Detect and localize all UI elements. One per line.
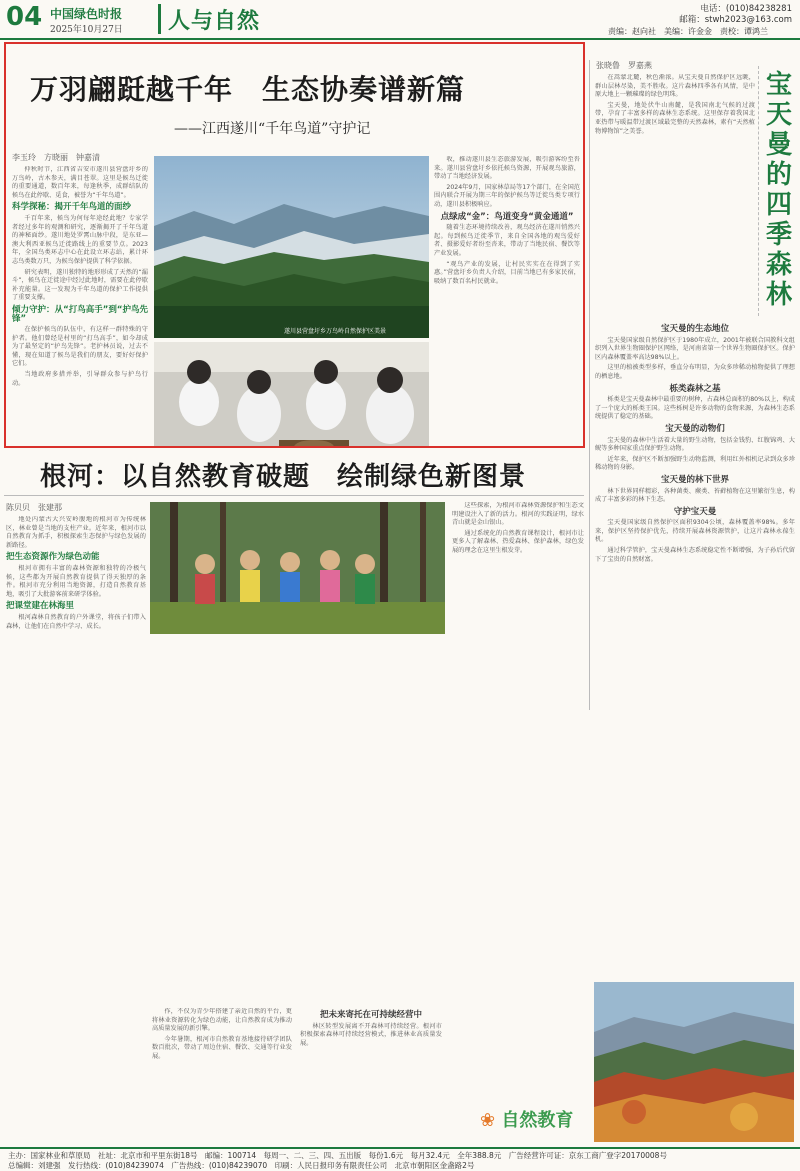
- tree-icon: ❀: [480, 1110, 496, 1131]
- nature-education-logo: [480, 1106, 573, 1132]
- page-header: [0, 0, 800, 40]
- sidebar-column-lower: [595, 322, 795, 962]
- paragraph: 收，推动遂川县生态旅游发展，吸引游客纷至沓来。遂川县营盘圩乡依托候鸟资源，开展观鸟旅游，带动了当地经济发展。: [434, 156, 580, 181]
- header-divider: [158, 4, 161, 34]
- phone: 电话：(010)84238281: [700, 4, 792, 14]
- section2-byline: 陈贝贝 张建那: [6, 503, 62, 512]
- subhead: 点绿成“金”：鸟道变身“黄金通道”: [440, 211, 574, 222]
- logo-text: 自然教育: [501, 1110, 574, 1131]
- section-name: 人与自然: [168, 8, 261, 34]
- section2-column-1: [6, 516, 146, 1141]
- lead-story: [4, 42, 585, 448]
- paragraph: 根河森林自然教育的户外课堂，将孩子们带入森林，让他们在自然中学习、成长。: [6, 613, 146, 630]
- paragraph: 在保护候鸟的队伍中，有这样一群特殊的守护者。他们曾经是村里的“打鸟高手”，如今却成为了最坚定的“护鸟先锋”。老护林员说，过去不懂，现在知道了候鸟是我们的朋友，要好好保护它们。: [12, 326, 148, 368]
- autumn-forest-photo: [594, 982, 794, 1142]
- newspaper-name: 中国绿色时报: [50, 7, 123, 21]
- paragraph: 宝天曼的森林中生活着大量的野生动物，包括金钱豹、红腹锦鸡、大鲵等多种国家重点保护野生动物。: [595, 436, 795, 453]
- paragraph: 仲秋时节，江西省吉安市遂川县营盘圩乡的万鸟岭，古木参天，满目苍翠。这里是候鸟迁徙的重要通道，数百年来，每逢秋季，成群结队的候鸟在此停歇、觅食，被誉为“千年鸟道”。: [12, 166, 148, 199]
- paragraph: 这些探索，为根河市森林资源保护和生态文明建设注入了新的活力。根河的实践证明，绿水青山就是金山银山。: [452, 502, 584, 527]
- sidebar-column: [595, 74, 755, 318]
- landscape-photo: [154, 156, 429, 338]
- page-number: 04: [6, 2, 43, 32]
- paragraph: 根河市拥有丰富的森林资源和独特的冷极气候，这些都为开展自然教育提供了得天独厚的条件。根河市充分利用当地资源，打造自然教育基地，吸引了大批游客前来研学体验。: [6, 564, 146, 598]
- subhead: 把未来寄托在可持续经营中: [319, 1010, 422, 1020]
- footer-line-1: 主办：国家林业和草原局 社址：北京市和平里东街18号 邮编：100714 每周一、二、三、四、五出版 每份1.6元 每月32.4元 全年388.8元 广告经营许可证：京东工商广登字20170008号: [8, 1151, 667, 1160]
- lead-column-1: [12, 166, 148, 444]
- column-rule: [589, 60, 590, 710]
- paragraph: 今年暑期，根河市自然教育基地接待研学团队数百批次，带动了周边住宿、餐饮、交通等行业发展。: [152, 1035, 292, 1060]
- researchers-image: [154, 342, 429, 448]
- subhead: 科学探秘：揭开千年鸟道的面纱: [12, 202, 132, 213]
- children-forest-image: [150, 502, 445, 634]
- subhead: 把课堂建在林海里: [6, 601, 75, 612]
- section2-column-4: [452, 502, 584, 1100]
- paragraph: 研究表明，遂川独特的地形形成了天然的“漏斗”，候鸟在迁徙途中经过此地时，需要在此停歇补充能量。这一发现为千年鸟道的保护工作提供了重要支撑。: [12, 268, 148, 302]
- lead-byline: 李玉玲 方晓丽 钟嘉清: [12, 153, 100, 162]
- forest-class-photo: [150, 502, 445, 634]
- paragraph: 通过系统化的自然教育课程设计，根河市让更多人了解森林、热爱森林、保护森林，绿色发展的理念在这里生根发芽。: [452, 529, 584, 554]
- paragraph: 地处内蒙古大兴安岭腹地的根河市为传统林区，林业曾是当地的支柱产业。近年来，根河市以自然教育为抓手，积极探索生态保护与绿色发展的新路径。: [6, 516, 146, 549]
- paragraph: 栎类是宝天曼森林中最重要的树种，占森林总面积的80%以上，构成了一个庞大的栎类王国。这些栎树是许多动物的食物来源，为森林生态系统提供了稳定的基础。: [595, 396, 795, 421]
- section2-column-3: [300, 1008, 442, 1142]
- subhead: 栎类森林之基: [669, 383, 721, 394]
- email: 邮箱：stwh2023@163.com: [679, 15, 792, 25]
- mountain-forest-image: [154, 156, 429, 338]
- paragraph: 林下世界同样精彩，各种菌类、蕨类、苔藓植物在这里繁衍生息，构成了丰富多彩的林下生态。: [595, 487, 795, 504]
- issue-date: 2025年10月27日: [50, 25, 123, 35]
- editors-line: 责编：赵向社 美编：许金金 责校：谭鸿兰: [608, 27, 768, 36]
- subhead: 宝天曼的生态地位: [660, 324, 729, 334]
- page-footer: [0, 1147, 800, 1171]
- paragraph: 宝天曼国家级自然保护区面积9304公顷，森林覆盖率98%。多年来，保护区坚持保护优先，持续开展森林资源管护，让这片森林永葆生机。: [595, 519, 795, 544]
- lead-headline: 万羽翩跹越千年 生态协奏谱新篇: [30, 73, 466, 106]
- autumn-forest-image: [594, 982, 794, 1142]
- paragraph: 林区转型发展离不开森林可持续经营。根河市积极探索森林可持续经营模式，推进林业高质量发展。: [300, 1022, 442, 1047]
- footer-line-2: 总编辑：刘建强 发行热线：(010)84239074 广告热线：(010)84239070 印刷：人民日报印务有限责任公司 北京市朝阳区金盏路2号: [8, 1161, 475, 1170]
- lab-photo: [154, 342, 429, 448]
- title-divider: [758, 66, 759, 316]
- paragraph: 2024年9月，国家林草局等17个部门，在全国范围内联合开展为期三年的保护候鸟等迁徙鸟类专项行动，遂川县积极响应。: [434, 183, 580, 208]
- subhead: 守护宝天曼: [673, 506, 717, 517]
- contact-info: [679, 4, 792, 26]
- sidebar-headline: 宝天曼的四季森林: [765, 70, 792, 310]
- lead-subtitle: ——江西遂川“千年鸟道”守护记: [174, 121, 371, 137]
- paragraph: 宝天曼，地处伏牛山南麓，是我国南北气候的过渡带，孕育了丰富多样的森林生态系统。这里保存着我国北亚热带与暖温带过渡区域最完整的天然森林，素有“天然植物博物馆”之美誉。: [595, 101, 755, 135]
- lead-column-3: [434, 156, 580, 444]
- paragraph: 在嵩蒙北麓，秋色渐浓。从宝天曼自然保护区远眺，群山层林尽染，美不胜收。这片森林四季各有风情，是中原大地上一颗璀璨的绿色明珠。: [595, 74, 755, 99]
- paragraph: 当地政府多措并举，引导群众参与护鸟行动。: [12, 371, 148, 387]
- paragraph: “观鸟产业的发展，让村民实实在在得到了实惠。”营盘圩乡负责人介绍，目前当地已有多家民宿，吸纳了数百名村民就业。: [434, 260, 580, 285]
- paragraph: 作，不仅为青少年搭建了亲近自然的平台，更将林业资源转化为绿色动能，让自然教育成为推动高质量发展的新引擎。: [152, 1008, 292, 1033]
- paragraph: 宝天曼国家级自然保护区于1980年成立，2001年被联合国教科文组织列入世界生物圈保护区网络，是河南省第一个世界生物圈保护区。保护区内森林覆盖率高达98%以上。: [595, 336, 795, 361]
- section2-rule: [4, 495, 584, 496]
- subhead: 宝天曼的动物们: [665, 423, 725, 434]
- paragraph: 千百年来，候鸟为何每年途经此地？专家学者经过多年的观测和研究，逐渐揭开了千年鸟道的神秘面纱。遂川地处罗霄山脉中段，是东亚—澳大利西亚候鸟迁徙路线上的重要节点。2023年，全国鸟类环志中心在此设立环志站，累计环志鸟类数万只，为候鸟保护提供了科学依据。: [12, 214, 148, 265]
- paragraph: 随着生态环境持续改善，观鸟经济在遂川悄然兴起。每到候鸟迁徙季节，来自全国各地的观鸟爱好者、摄影爱好者纷至沓来，带动了当地民宿、餐饮等产业发展。: [434, 224, 580, 257]
- subhead: 宝天曼的林下世界: [660, 474, 729, 485]
- section2-column-2: [152, 1008, 292, 1142]
- paragraph: 这里的植被类型多样，垂直分布明显，为众多珍稀动植物提供了理想的栖息地。: [595, 364, 795, 380]
- subhead: 倾力守护：从“打鸟高手”到“护鸟先锋”: [12, 304, 148, 324]
- section2-headline: 根河：以自然教育破题 绘制绿色新图景: [40, 462, 527, 492]
- paragraph: 近年来，保护区不断加强野生动物监测，利用红外相机记录到众多珍稀动物的身影。: [595, 455, 795, 472]
- subhead: 把生态资源作为绿色动能: [6, 552, 100, 563]
- sidebar-byline: 张晓鲁 罗嘉燕: [596, 61, 652, 70]
- paragraph: 通过科学管护，宝天曼森林生态系统稳定性不断增强，为子孙后代留下了宝贵的自然财富。: [595, 547, 795, 563]
- photo-caption: 遂川县营盘圩乡万鸟岭自然保护区美景: [284, 328, 387, 335]
